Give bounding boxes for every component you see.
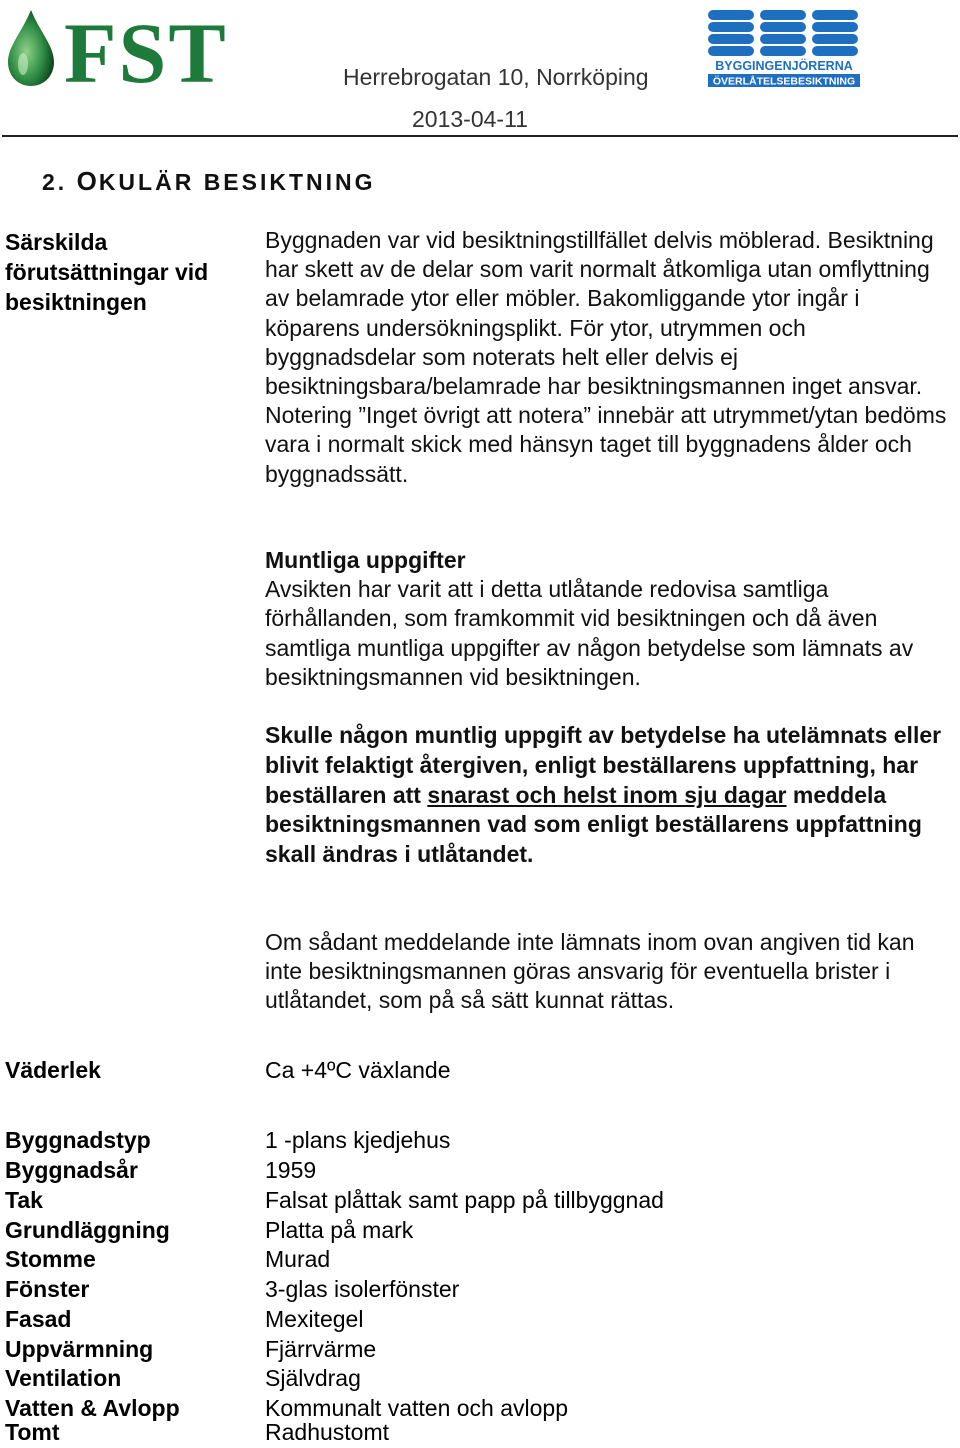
conditions-label <box>5 227 208 317</box>
sbr-logo-line1: BYGGINGENJÖRERNA <box>715 59 853 73</box>
building-row-label: Tak <box>5 1187 43 1213</box>
disclaimer-paragraph: Om sådant meddelande inte lämnats inom ovan angiven tid kan inte besiktningsmannen göras ansvarig för eventuella brister i utlåtandet, som på så sätt kunnat rättas. <box>265 929 915 1014</box>
warning-paragraph <box>265 721 955 870</box>
building-row-value: Radhustomt <box>265 1419 390 1445</box>
oral-section <box>265 546 955 692</box>
sbr-logo <box>708 8 860 88</box>
oral-text: Avsikten har varit att i detta utlåtande redovisa samtliga förhållanden, som framkommit vid besiktningen och då även samtliga muntliga uppgifter av någon betydelse som lämnats av besiktningsmannen vid besiktningen. <box>265 576 914 690</box>
section-title-initial: O <box>76 166 99 196</box>
building-row-label: Vatten & Avlopp <box>5 1395 180 1421</box>
section-number: 2. <box>42 169 68 195</box>
address: Herrebrogatan 10, Norrköping <box>343 64 649 90</box>
building-row-value: 1959 <box>265 1157 317 1183</box>
section-title <box>42 166 376 197</box>
conditions-paragraph: Byggnaden var vid besiktningstillfället delvis möblerad. Besiktning har skett av de delar som varit normalt åtkomliga utan omflyttning av belamrade ytor eller möbler. Bakomliggande ytor ingår i köparens undersökningsplikt. För ytor, utrymmen och byggnadsdelar som noterats helt eller delvis ej besiktningsbara/belamrade har besiktningsmannen inget ansvar. Notering ”Inget övrigt att notera” innebär att utrymmet/ytan bedöms vara i normalt skick med hänsyn taget till byggnadens ålder och byggnadssätt. <box>265 227 947 487</box>
fst-logo <box>4 6 272 88</box>
building-row-value: 1 -plans kjedjehus <box>265 1127 451 1153</box>
building-row-value: Murad <box>265 1246 331 1272</box>
conditions-label-line: förutsättningar vid <box>5 259 209 285</box>
warning-part1: Skulle någon muntlig uppgift av betydelse ha utelämnats eller blivit felaktigt återgiven, enligt beställarens uppfattning, har beställaren att <box>265 722 942 808</box>
building-row-label: Stomme <box>5 1246 96 1272</box>
disclaimer-text <box>265 928 955 1016</box>
building-row-label: Fönster <box>5 1276 90 1302</box>
building-row-label: Fasad <box>5 1306 72 1332</box>
weather-label: Väderlek <box>5 1057 101 1083</box>
building-row-label: Tomt <box>5 1419 60 1445</box>
report-date: 2013-04-11 <box>412 106 528 132</box>
building-row-value: Mexitegel <box>265 1306 364 1332</box>
oral-heading: Muntliga uppgifter <box>265 547 466 573</box>
section-title-rest: KULÄR BESIKTNING <box>98 169 376 195</box>
building-row-label: Byggnadstyp <box>5 1127 151 1153</box>
building-row-value: 3-glas isolerfönster <box>265 1276 460 1302</box>
conditions-text <box>265 226 955 489</box>
building-row-label: Byggnadsår <box>5 1157 138 1183</box>
building-row-label: Uppvärmning <box>5 1336 154 1362</box>
building-row-value: Platta på mark <box>265 1217 414 1243</box>
conditions-label-line: Särskilda <box>5 229 108 255</box>
building-row-value: Självdrag <box>265 1365 361 1391</box>
conditions-label-line: besiktningen <box>5 289 147 315</box>
building-row-value: Fjärrvärme <box>265 1336 377 1362</box>
building-row-value: Falsat plåttak samt papp på tillbyggnad <box>265 1187 664 1213</box>
building-row-label: Ventilation <box>5 1365 122 1391</box>
fst-logo-text: FST <box>64 6 228 88</box>
warning-text <box>265 721 955 870</box>
warning-deadline: snarast och helst inom sju dagar <box>427 781 787 808</box>
building-row-value: Kommunalt vatten och avlopp <box>265 1395 569 1421</box>
sbr-logo-line2: ÖVERLÅTELSEBESIKTNING <box>712 75 856 88</box>
building-row-label: Grundläggning <box>5 1217 170 1243</box>
header-divider <box>2 135 958 137</box>
weather-value: Ca +4ºC växlande <box>265 1057 451 1083</box>
warning-part2: meddela besiktningsmannen vad som enligt beställarens uppfattning skall ändras i utlåtandet. <box>265 781 922 868</box>
